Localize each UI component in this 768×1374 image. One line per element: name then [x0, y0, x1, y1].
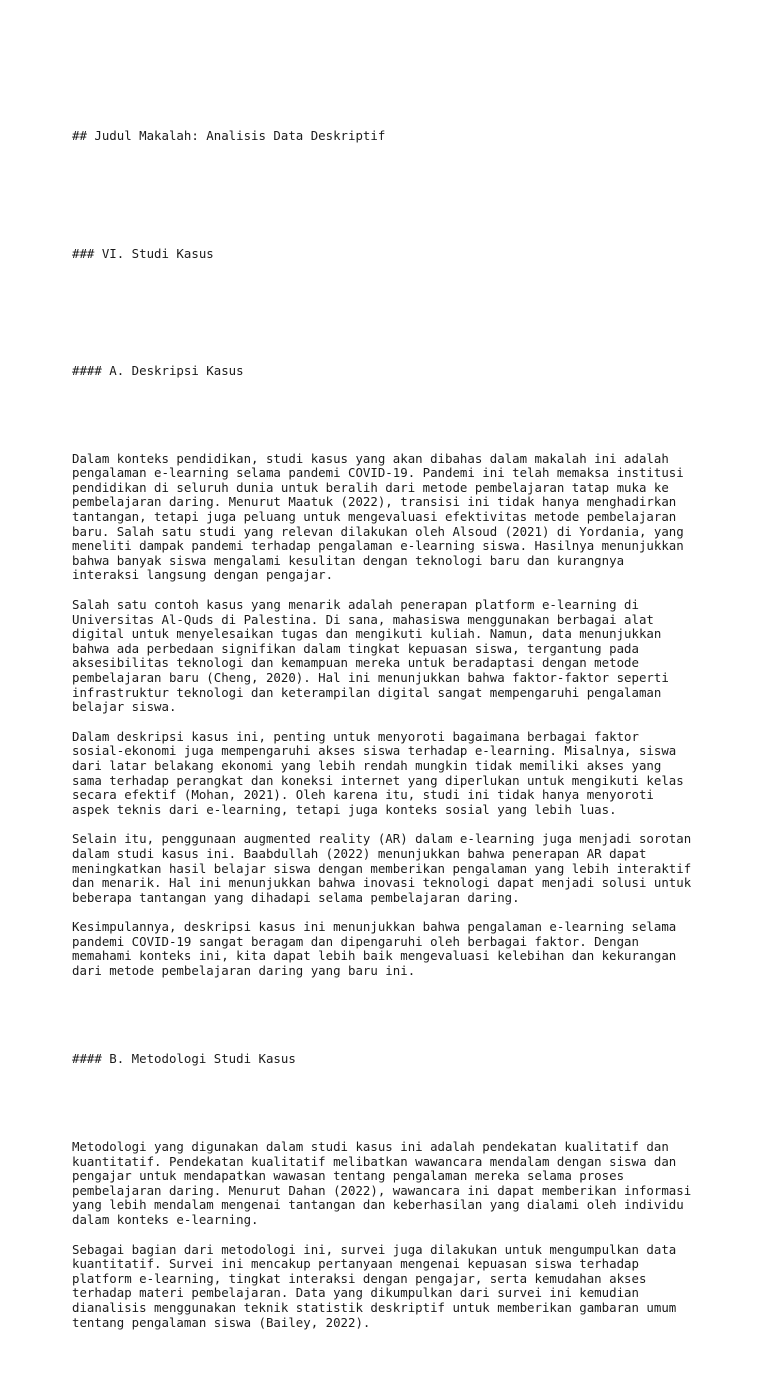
paragraph-line: pembelajaran daring. Menurut Dahan (2022), wawancara ini dapat memberikan informasi — [72, 1182, 692, 1198]
paragraph-line: belajar siswa. — [72, 699, 177, 715]
paragraph — [72, 598, 712, 715]
paragraph-line: Dalam konteks pendidikan, studi kasus yang akan dibahas dalam makalah ini adalah — [72, 450, 669, 466]
paragraph-line: memahami konteks ini, kita dapat lebih baik mengevaluasi kelebihan dan kekurangan — [72, 948, 677, 964]
paragraph-line: kuantitatif. Pendekatan kualitatif melibatkan wawancara mendalam dengan siswa dan — [72, 1153, 677, 1169]
paragraph-line: meningkatkan hasil belajar siswa dengan memberikan pengalaman yang lebih interaktif — [72, 860, 692, 876]
paragraph-line: interaksi langsung dengan pengajar. — [72, 567, 334, 583]
paragraph-line: dan menarik. Hal ini menunjukkan bahwa inovasi teknologi dapat menjadi solusi untuk — [72, 875, 692, 891]
paragraph-line: dalam konteks e-learning. — [72, 1211, 259, 1227]
paragraph-line: bahwa banyak siswa mengalami kesulitan dengan teknologi baru dan kurangnya — [72, 552, 625, 568]
paragraph — [72, 832, 712, 905]
paragraph-line: aksesibilitas teknologi dan kemampuan mereka untuk beradaptasi dengan metode — [72, 655, 639, 671]
paragraph-line: dari latar belakang ekonomi yang lebih rendah mungkin tidak memiliki akses yang — [72, 757, 662, 773]
section-a-paragraphs — [72, 452, 712, 979]
subsection-a-heading — [72, 335, 712, 408]
section-line: ### VI. Studi Kasus — [72, 245, 214, 261]
document-title — [72, 100, 712, 173]
paragraph-line: yang lebih mendalam mengenai tantangan dan keberhasilan yang dialami oleh individu — [72, 1197, 684, 1213]
subsection-a-line: #### A. Deskripsi Kasus — [72, 362, 244, 378]
paragraph-line: Kesimpulannya, deskripsi kasus ini menunjukkan bahwa pengalaman e-learning selama — [72, 919, 677, 935]
paragraph-line: terhadap materi pembelajaran. Data yang dikumpulkan dari survei ini kemudian — [72, 1285, 639, 1301]
subsection-b-line: #### B. Metodologi Studi Kasus — [72, 1051, 296, 1067]
paragraph-line: aspek teknis dari e-learning, tetapi juga konteks sosial yang lebih luas. — [72, 801, 617, 817]
paragraph-line: dalam studi kasus ini. Baabdullah (2022) menunjukkan bahwa penerapan AR dapat — [72, 845, 647, 861]
paragraph-line: Universitas Al-Quds di Palestina. Di sana, mahasiswa menggunakan berbagai alat — [72, 611, 654, 627]
paragraph-line: bahwa ada perbedaan signifikan dalam tingkat kepuasan siswa, tergantung pada — [72, 640, 639, 656]
paragraph-line: beberapa tantangan yang dihadapi selama pembelajaran daring. — [72, 889, 520, 905]
paragraph-line: Sebagai bagian dari metodologi ini, survei juga dilakukan untuk mengumpulkan data — [72, 1241, 677, 1257]
paragraph-line: baru. Salah satu studi yang relevan dilakukan oleh Alsoud (2021) di Yordania, yang — [72, 523, 684, 539]
paragraph — [72, 452, 712, 583]
paragraph — [72, 730, 712, 818]
paragraph-line: pembelajaran baru (Cheng, 2020). Hal ini menunjukkan bahwa faktor-faktor seperti — [72, 669, 669, 685]
section-heading — [72, 217, 712, 290]
paragraph-line: tentang pengalaman siswa (Bailey, 2022). — [72, 1314, 371, 1330]
paragraph-line: dari metode pembelajaran daring yang baru ini. — [72, 963, 416, 979]
paragraph — [72, 1243, 712, 1331]
paragraph-line: dianalisis menggunakan teknik statistik deskriptif untuk memberikan gambaran umum — [72, 1299, 677, 1315]
paragraph-line: sosial-ekonomi juga mempengaruhi akses siswa terhadap e-learning. Misalnya, siswa — [72, 743, 677, 759]
paragraph-line: secara efektif (Mohan, 2021). Oleh karena itu, studi ini tidak hanya menyoroti — [72, 787, 654, 803]
paragraph-line: infrastruktur teknologi dan keterampilan digital sangat mempengaruhi pengalaman — [72, 684, 662, 700]
paragraph-line: tantangan, tetapi juga peluang untuk mengevaluasi efektivitas metode pembelajaran — [72, 509, 677, 525]
paragraph-line: digital untuk menyelesaikan tugas dan mengikuti kuliah. Namun, data menunjukkan — [72, 626, 662, 642]
paragraph — [72, 920, 712, 978]
paragraph-line: pembelajaran daring. Menurut Maatuk (2022), transisi ini tidak hanya menghadirkan — [72, 494, 677, 510]
paragraph-line: sama terhadap perangkat dan koneksi internet yang diperlukan untuk mengikuti kelas — [72, 772, 684, 788]
subsection-b-heading — [72, 1023, 712, 1096]
title-line: ## Judul Makalah: Analisis Data Deskriptif — [72, 128, 386, 144]
paragraph-line: platform e-learning, tingkat interaksi dengan pengajar, serta kemudahan akses — [72, 1270, 647, 1286]
paragraph-line: pandemi COVID-19 sangat beragam dan dipengaruhi oleh berbagai faktor. Dengan — [72, 933, 639, 949]
paragraph-line: Metodologi yang digunakan dalam studi kasus ini adalah pendekatan kualitatif dan — [72, 1139, 669, 1154]
document-body — [72, 71, 712, 1374]
paragraph-line: Salah satu contoh kasus yang menarik adalah penerapan platform e-learning di — [72, 597, 639, 612]
paragraph-line: meneliti dampak pandemi terhadap pengalaman e-learning siswa. Hasilnya menunjukkan — [72, 538, 684, 554]
paragraph-line: kuantitatif. Survei ini mencakup pertanyaan mengenai kepuasan siswa terhadap — [72, 1256, 639, 1272]
paragraph-line: pengalaman e-learning selama pandemi COVID-19. Pandemi ini telah memaksa institusi — [72, 465, 684, 481]
paragraph-line: pengajar untuk mendapatkan wawasan tentang pengalaman mereka selama proses — [72, 1168, 625, 1184]
paragraph — [72, 1140, 712, 1228]
paragraph-line: Dalam deskripsi kasus ini, penting untuk menyoroti bagaimana berbagai faktor — [72, 728, 639, 744]
paragraph-line: pendidikan di seluruh dunia untuk beralih dari metode pembelajaran tatap muka ke — [72, 479, 669, 495]
paragraph-line: Selain itu, penggunaan augmented reality (AR) dalam e-learning juga menjadi sorotan — [72, 831, 692, 847]
section-b-paragraphs — [72, 1140, 712, 1330]
